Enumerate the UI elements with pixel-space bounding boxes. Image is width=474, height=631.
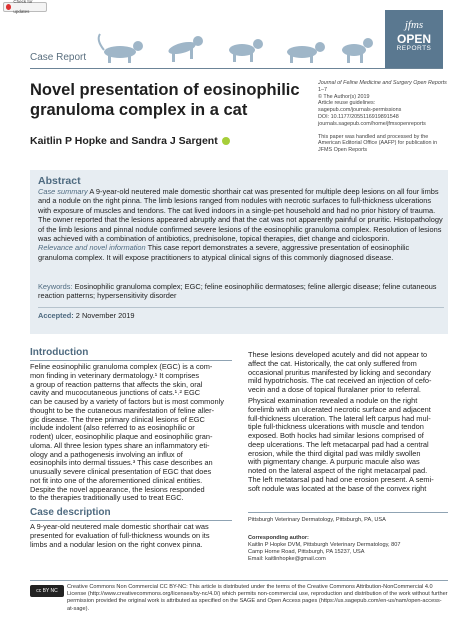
affiliation: Pittsburgh Veterinary Dermatology, Pittsburgh, PA, USA (248, 517, 386, 523)
text-line: mild hypotrichosis. The cat received an injection of cefo- (248, 376, 432, 386)
keywords-text: Eosinophilic granuloma complex; EGC; feline eosinophilic dermatoses; feline allergic disease; feline cutaneous reaction patterns; hypersensitivity disorder (38, 282, 437, 301)
cc-by-nc-badge[interactable]: cc BY NC (30, 585, 64, 597)
keywords (38, 282, 444, 301)
right-column-paragraph-1 (248, 351, 448, 395)
journal-logo-line1: jfms (404, 19, 424, 31)
accepted-date (38, 311, 135, 320)
journal-logo-line3: REPORTS (396, 45, 432, 52)
text-line: Feline eosinophilic granuloma complex (EGC) is a com- (30, 362, 213, 371)
doi-link[interactable]: DOI: 10.1177/2055116919891548 (318, 113, 399, 120)
text-line: affect the cat. Historically, the cat only suffered from (248, 358, 417, 368)
text-line: limbs and a nodular lesion on the right convex pinna. (30, 539, 203, 549)
correspondence-heading: Corresponding author: (248, 535, 309, 541)
text-line: ology and a pathogenesis involving an influx of (30, 449, 183, 459)
license-text: Creative Commons Non Commercial CC BY-NC: This article is distributed under the terms of the Creative Commons Attribution-NonCommercial 4.0 License (http://www.creativecommons.org/licenses/by-nc/4.0/) which permits non-commercial use, reproduction and distribution of the work without further permission provided the original work is attributed as specified on the SAGE and Open Access pages (https://us.sagepub.com/en-us/nam/open-access-at-sage). (67, 584, 448, 612)
text-line: with pigmentary change. A purpuric macule also was (248, 457, 420, 467)
correspondence-line: Camp Horne Road, Pittsburgh, PA 15237, USA (248, 549, 365, 555)
journal-home-link[interactable]: journals.sagepub.com/home/jfmsopenreports (318, 120, 426, 127)
check-for-updates-label: Check for updates (13, 0, 33, 14)
text-line: The left metatarsal pad had one erosion present. A semi- (248, 474, 434, 484)
text-line: vecin and a dose of topical fluralaner prior to referral. (248, 385, 421, 394)
text-line: a group of reaction patterns that affects the skin, oral (30, 379, 203, 389)
accepted-value: 2 November 2019 (75, 311, 135, 320)
text-line: eosinophils into dermal tissues.³ This case describes an (30, 458, 213, 468)
keywords-label: Keywords: (38, 282, 73, 291)
text-line: gic disease. The three primary clinical lesions of EGC (30, 414, 205, 424)
text-line: Physical examination revealed a nodule on the right (248, 396, 418, 405)
affiliation-divider (248, 512, 448, 513)
case-description-heading: Case description (30, 507, 111, 518)
copyright-line: © The Author(s) 2019 (318, 93, 370, 100)
text-line: noted on the lateral aspect of the right metacarpal pad. (248, 466, 428, 475)
page-range: 1–7 (318, 86, 327, 93)
case-description-divider (30, 520, 232, 521)
text-line: unusually severe clinical presentation of EGC that does (30, 467, 212, 476)
article-meta (318, 80, 448, 154)
handling-note: This paper was handled and processed by the American Editorial Office (AAFP) for publication in JFMS Open Reports (318, 133, 438, 154)
journal-name: Journal of Feline Medicine and Surgery Open Reports (318, 80, 447, 86)
introduction-text (30, 363, 232, 503)
text-line: not fit into one of the aforementioned clinical entities. (30, 475, 203, 485)
text-line: A 9-year-old neutered male domestic shorthair cat was (30, 522, 209, 531)
orcid-icon[interactable] (222, 137, 230, 145)
case-summary-label: Case summary (38, 187, 88, 196)
text-line: erosion, while the third digital pad was mildly swollen (248, 448, 421, 458)
text-line: full-thickness ulceration. The lateral left carpus had mul- (248, 413, 431, 423)
introduction-divider (30, 360, 232, 361)
text-line: thought to be the cutaneous manifestation of feline aller- (30, 405, 215, 415)
text-line: rodent) ulcer, eosinophilic plaque and eosinophilic gran- (30, 432, 213, 441)
text-line: occasional pruritus manifested by licking and secondary (248, 367, 431, 377)
text-line: exposed. Both hocks had similar lesions comprised of (248, 431, 424, 440)
introduction-heading: Introduction (30, 347, 89, 358)
correspondence-email[interactable]: Email: kaitlinhopke@gmail.com (248, 556, 326, 562)
reuse-link[interactable]: sagepub.com/journals-permissions (318, 107, 402, 114)
text-line: uloma. All three lesion types share an inflammatory eti- (30, 440, 210, 450)
text-line: presented for evaluation of full-thickness wounds on its (30, 530, 210, 540)
right-column-paragraph-2 (248, 397, 448, 493)
journal-logo[interactable] (385, 10, 443, 68)
crossmark-icon (6, 4, 11, 10)
article-title: Novel presentation of eosinophilic granuloma complex in a cat (30, 81, 300, 119)
correspondence-line: Kaitlin P Hopke DVM, Pittsburgh Veterinary Dermatology, 807 (248, 542, 401, 548)
author-names: Kaitlin P Hopke and Sandra J Sargent (30, 135, 218, 147)
text-line: tiple full-thickness ulcerations with muscle and tendon (248, 422, 424, 432)
text-line: can be caused by a variety of factors but is most commonly (30, 397, 224, 406)
abstract-body (38, 187, 444, 262)
author-line (30, 135, 230, 147)
text-line: include indolent (also referred to as eosinophilic or (30, 423, 195, 433)
cat-silhouettes-graphic (92, 30, 382, 64)
header-divider (30, 68, 443, 69)
journal-logo-line2: OPEN (396, 32, 431, 46)
text-line: forelimb with an ulcerated necrotic surface and adjacent (248, 404, 431, 414)
accepted-label: Accepted: (38, 311, 74, 320)
relevance-label: Relevance and novel information (38, 243, 146, 253)
case-summary-text: A 9-year-old neutered male domestic shorthair cat was presented for multiple deep lesions on all four limbs and a nodule on the right pinna. The limb lesions ranged from nodules with necrotic surfaces to full-thickness ulcerations with exposure of muscles and tendons. The cat lived indoors in a single-pet household and had no prior history of trauma. The owner reported that the lesions appeared abruptly and that the cat was not apparently painful or pruritic. Histopathology of the limb lesions and pinnal nodule confirmed severe lesions of the eosinophilic granuloma complex. Resolution of lesions was achieved with a combination of antibiotics, prednisolone, topical therapies, diet change and ciclosporin. (38, 187, 443, 244)
text-line: Despite the novel appearance, the lesions responded (30, 484, 205, 494)
keywords-divider (38, 307, 444, 308)
text-line: mon finding in veterinary dermatology.¹ It comprises (30, 370, 200, 380)
text-line: to the therapies traditionally used to treat EGC. (30, 493, 184, 503)
text-line: soft nodule was located at the base of the convex right (248, 483, 427, 493)
check-for-updates-badge[interactable] (3, 2, 47, 12)
footer-divider (30, 580, 448, 581)
article-type-label: Case Report (30, 52, 87, 63)
relevance-text: This case report demonstrates a severe, aggressive presentation of eosinophilic granuloma complex. It will expose practitioners to atypical clinical signs of this commonly diagnosed disease. (38, 243, 410, 262)
case-description-text (30, 523, 232, 549)
text-line: These lesions developed acutely and did not appear to (248, 350, 428, 359)
text-line: cavity and mucocutaneous junctions of cats.¹˒² EGC (30, 388, 201, 398)
correspondence (248, 535, 448, 563)
abstract-heading: Abstract (38, 175, 81, 187)
reuse-label: Article reuse guidelines: (318, 100, 376, 107)
text-line: deep ulcerations. The left metacarpal pad had a central (248, 439, 429, 449)
